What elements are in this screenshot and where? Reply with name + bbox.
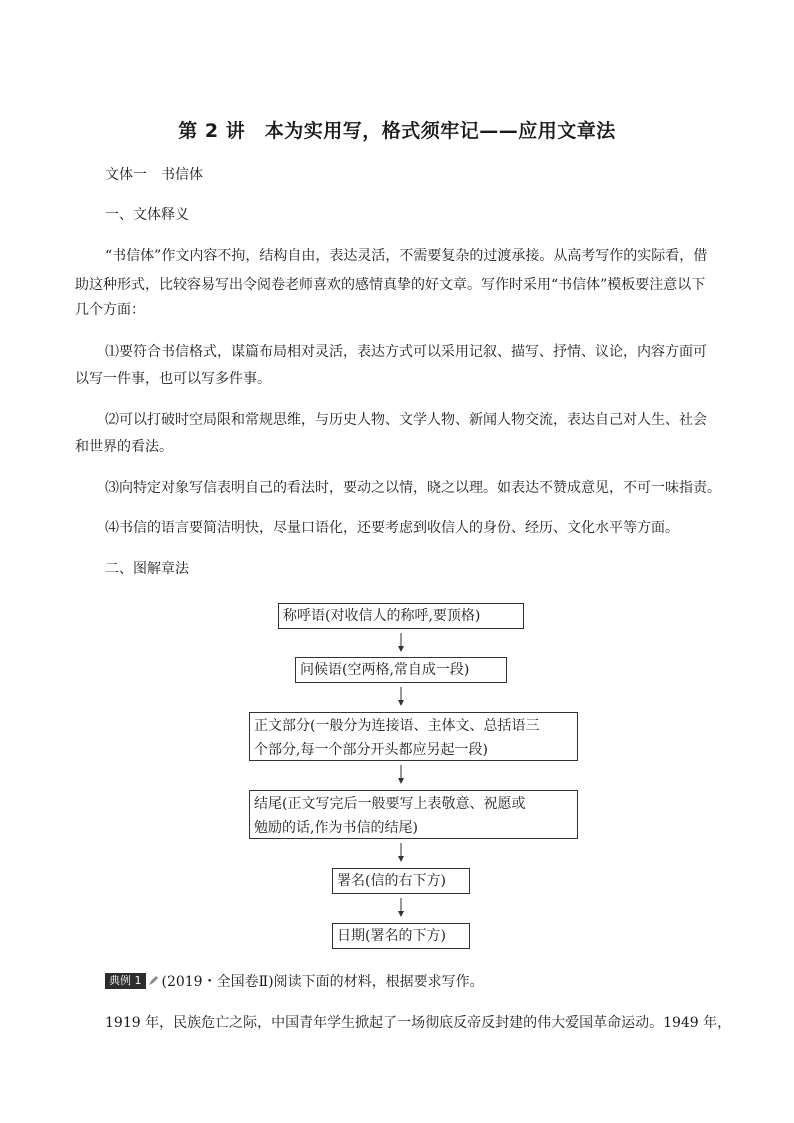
arrow-down-icon xyxy=(395,687,407,707)
flow-step-body-line-1: 正文部分(一般分为连接语、主体文、总括语三 xyxy=(254,718,540,734)
point-4: ⑷书信的语言要简洁明快，尽量口语化，还要考虑到收信人的身份、经历、文化水平等方面。 xyxy=(105,520,679,536)
flow-step-closing-line-2: 勉励的话,作为书信的结尾) xyxy=(254,820,418,836)
example-badge: 典例 1 xyxy=(105,973,146,989)
flow-step-body xyxy=(249,712,578,761)
page-title: 第 2 讲 本为实用写，格式须牢记——应用文章法 xyxy=(178,120,616,142)
flow-step-greeting: 问候语(空两格,常自成一段) xyxy=(295,657,507,683)
point-2-line-2: 和世界的看法。 xyxy=(75,439,173,455)
section-heading: 文体一 书信体 xyxy=(105,167,203,183)
part1-heading: 一、文体释义 xyxy=(105,207,189,223)
flow-step-salutation: 称呼语(对收信人的称呼,要顶格) xyxy=(278,603,524,629)
intro-line-3: 几个方面： xyxy=(75,302,145,318)
flow-step-signature: 署名(信的右下方) xyxy=(332,868,470,894)
intro-line-2: 助这种形式，比较容易写出令阅卷老师喜欢的感情真挚的好文章。写作时采用“书信体”模板要注意以下 xyxy=(75,277,706,293)
example-line xyxy=(105,970,755,994)
point-1-line-2: 以写一件事，也可以写多件事。 xyxy=(75,371,271,387)
flow-step-body-line-2: 个部分,每一个部分开头都应另起一段) xyxy=(254,742,488,758)
arrow-down-icon xyxy=(395,765,407,785)
arrow-down-icon xyxy=(395,633,407,653)
pen-icon xyxy=(148,976,158,986)
arrow-down-icon xyxy=(395,898,407,918)
flow-step-closing xyxy=(249,790,578,839)
part2-heading: 二、图解章法 xyxy=(105,561,189,577)
intro-line-1: “书信体”作文内容不拘，结构自由，表达灵活，不需要复杂的过渡承接。从高考写作的实际看，借 xyxy=(105,248,708,264)
arrow-down-icon xyxy=(395,843,407,863)
example-text: (2019・全国卷Ⅱ)阅读下面的材料，根据要求写作。 xyxy=(161,974,484,990)
point-3: ⑶向特定对象写信表明自己的看法时，要动之以情，晓之以理。如表达不赞成意见，不可一味指责。 xyxy=(105,480,721,496)
point-1-line-1: ⑴要符合书信格式，谋篇布局相对灵活，表达方式可以采用记叙、描写、抒情、议论，内容方面可 xyxy=(105,344,707,360)
flow-step-closing-line-1: 结尾(正文写完后一般要写上表敬意、祝愿或 xyxy=(254,796,526,812)
body-last-line: 1919 年，民族危亡之际，中国青年学生掀起了一场彻底反帝反封建的伟大爱国革命运动。1949 年， xyxy=(105,1015,732,1031)
point-2-line-1: ⑵可以打破时空局限和常规思维，与历史人物、文学人物、新闻人物交流，表达自己对人生、社会 xyxy=(105,412,707,428)
flow-step-date: 日期(署名的下方) xyxy=(332,923,470,949)
